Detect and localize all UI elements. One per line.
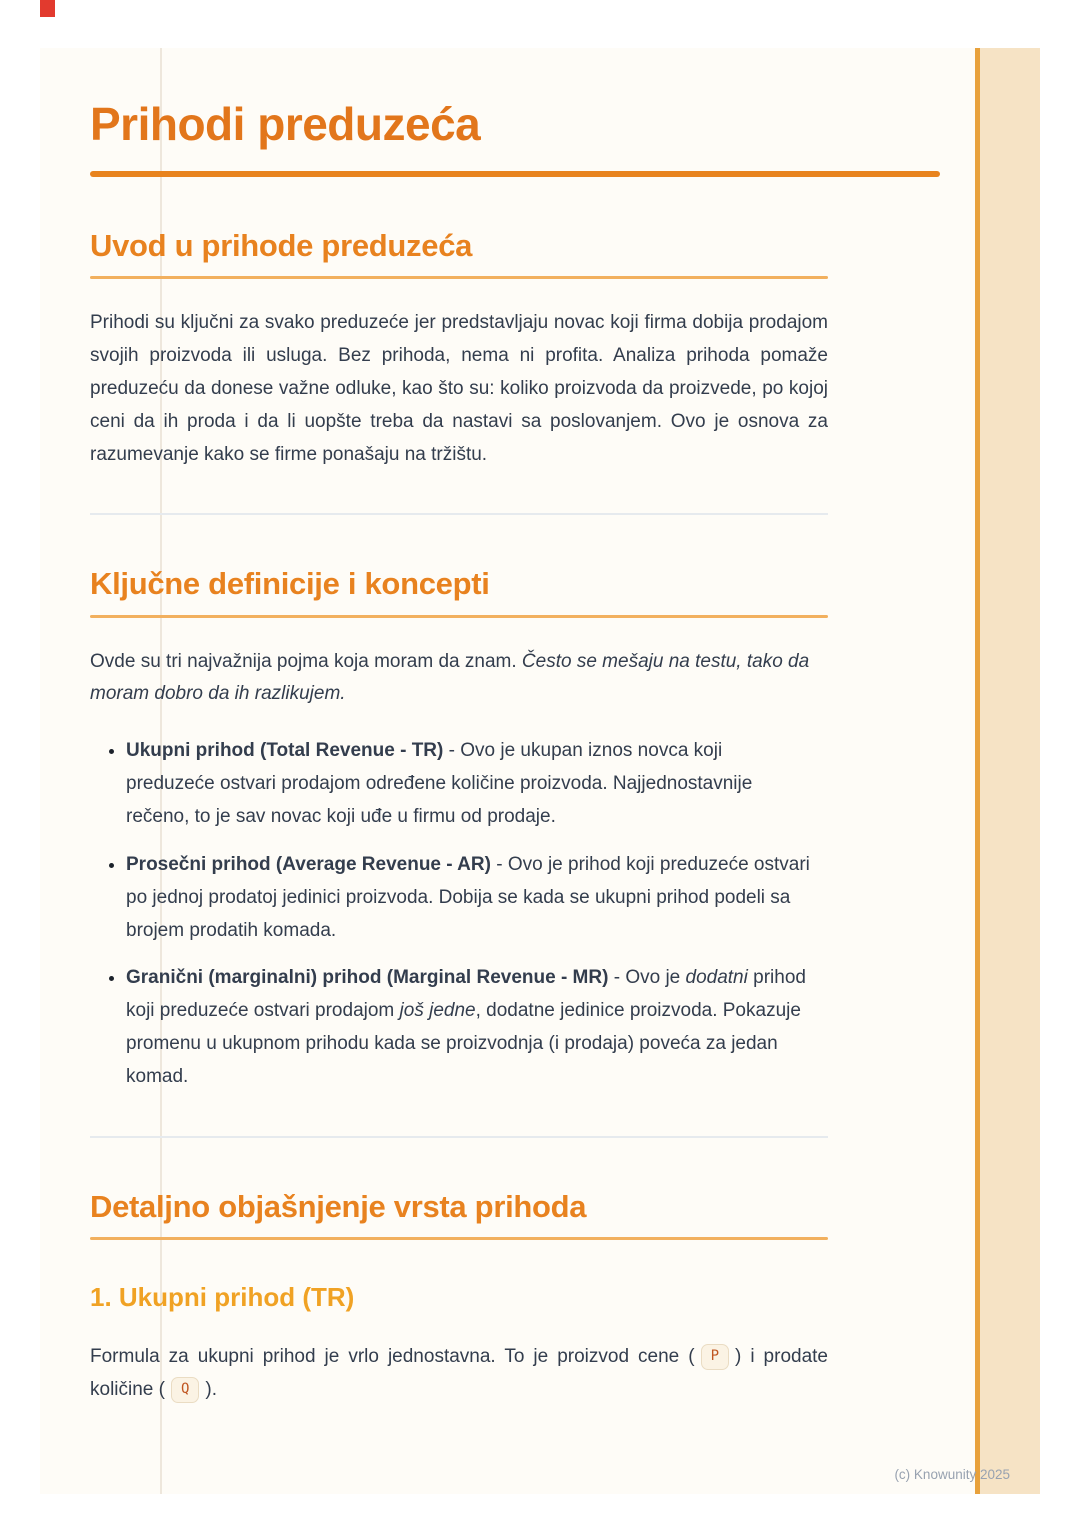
definitions-heading-rule	[90, 615, 828, 618]
term-marginal-revenue-italic-2: još jedne	[399, 1000, 476, 1022]
list-item	[126, 735, 810, 834]
section-divider	[90, 513, 828, 515]
intro-heading: Uvod u prihode preduzeća	[90, 227, 473, 263]
formula-text-1: Formula za ukupni prihod je vrlo jednostavna. To je proizvod cene (	[90, 1346, 695, 1368]
notebook-right-stripe	[975, 48, 1040, 1494]
document-content	[90, 48, 940, 1407]
formula-text-2: ) i prodate količine (	[90, 1346, 828, 1400]
term-marginal-revenue-desc-tail: , dodatne jedinice proizvoda. Pokazuje promenu u ukupnom prihodu kada se proizvodnja (i prodaja) poveća za jedan komad.	[126, 1000, 801, 1088]
section-divider	[90, 1136, 828, 1138]
price-code-chip: P	[701, 1344, 729, 1370]
term-marginal-revenue-desc-mid: prihod koji preduzeće ostvari prodajom	[126, 967, 806, 1022]
list-item	[126, 962, 810, 1093]
title-rule	[90, 171, 940, 177]
formula-text-3: ).	[205, 1378, 218, 1400]
definitions-list	[90, 735, 810, 1094]
definitions-lead	[90, 646, 828, 712]
intro-heading-rule	[90, 276, 828, 279]
detail-heading-rule	[90, 1237, 828, 1240]
section-definitions	[90, 565, 940, 1094]
red-corner-mark	[40, 0, 55, 17]
term-total-revenue-desc: - Ovo je ukupan iznos novca koji preduzeće ostvari prodajom određene količine proizvoda. Najjednostavnije rečeno, to je sav novac koji uđe u firmu od prodaje.	[126, 740, 753, 827]
definitions-lead-normal: Ovde su tri najvažnija pojma koja moram da znam.	[90, 650, 522, 672]
definitions-lead-italic: Često se mešaju na testu, tako da moram dobro da ih razlikujem.	[90, 650, 810, 705]
term-average-revenue-desc: - Ovo je prihod koji preduzeće ostvari po jednoj prodatoj jedinici proizvoda. Dobija se kada se ukupni prihod podeli sa brojem prodatih komada.	[126, 853, 810, 941]
term-marginal-revenue: Granični (marginalni) prihod (Marginal Revenue - MR)	[126, 967, 609, 989]
section-intro	[90, 227, 940, 471]
page-title: Prihodi preduzeća	[90, 98, 481, 150]
copyright: (c) Knowunity 2025	[894, 1467, 1010, 1482]
term-marginal-revenue-desc-pre: - Ovo je	[608, 967, 686, 989]
term-average-revenue: Prosečni prihod (Average Revenue - AR)	[126, 853, 491, 875]
term-marginal-revenue-italic-1: dodatni	[685, 967, 748, 989]
section-detail	[90, 1188, 940, 1407]
intro-paragraph: Prihodi su ključni za svako preduzeće jer predstavljaju novac koji firma dobija prodajom svojih proizvoda ili usluga. Bez prihoda, nema ni profita. Analiza prihoda pomaže preduzeću da donese važne odluke, kao što su: koliko proizvoda da proizvede, po kojoj ceni da ih proda i da li uopšte treba da nastavi sa poslovanjem. Ovo je osnova za razumevanje kako se firme ponašaju na tržištu.	[90, 312, 828, 465]
formula-paragraph	[90, 1341, 828, 1407]
definitions-heading: Ključne definicije i koncepti	[90, 566, 490, 602]
list-item	[126, 849, 810, 948]
detail-subheading: 1. Ukupni prihod (TR)	[90, 1282, 355, 1313]
detail-heading: Detaljno objašnjenje vrsta prihoda	[90, 1188, 587, 1224]
quantity-code-chip: Q	[171, 1377, 199, 1403]
term-total-revenue: Ukupni prihod (Total Revenue - TR)	[126, 740, 444, 762]
